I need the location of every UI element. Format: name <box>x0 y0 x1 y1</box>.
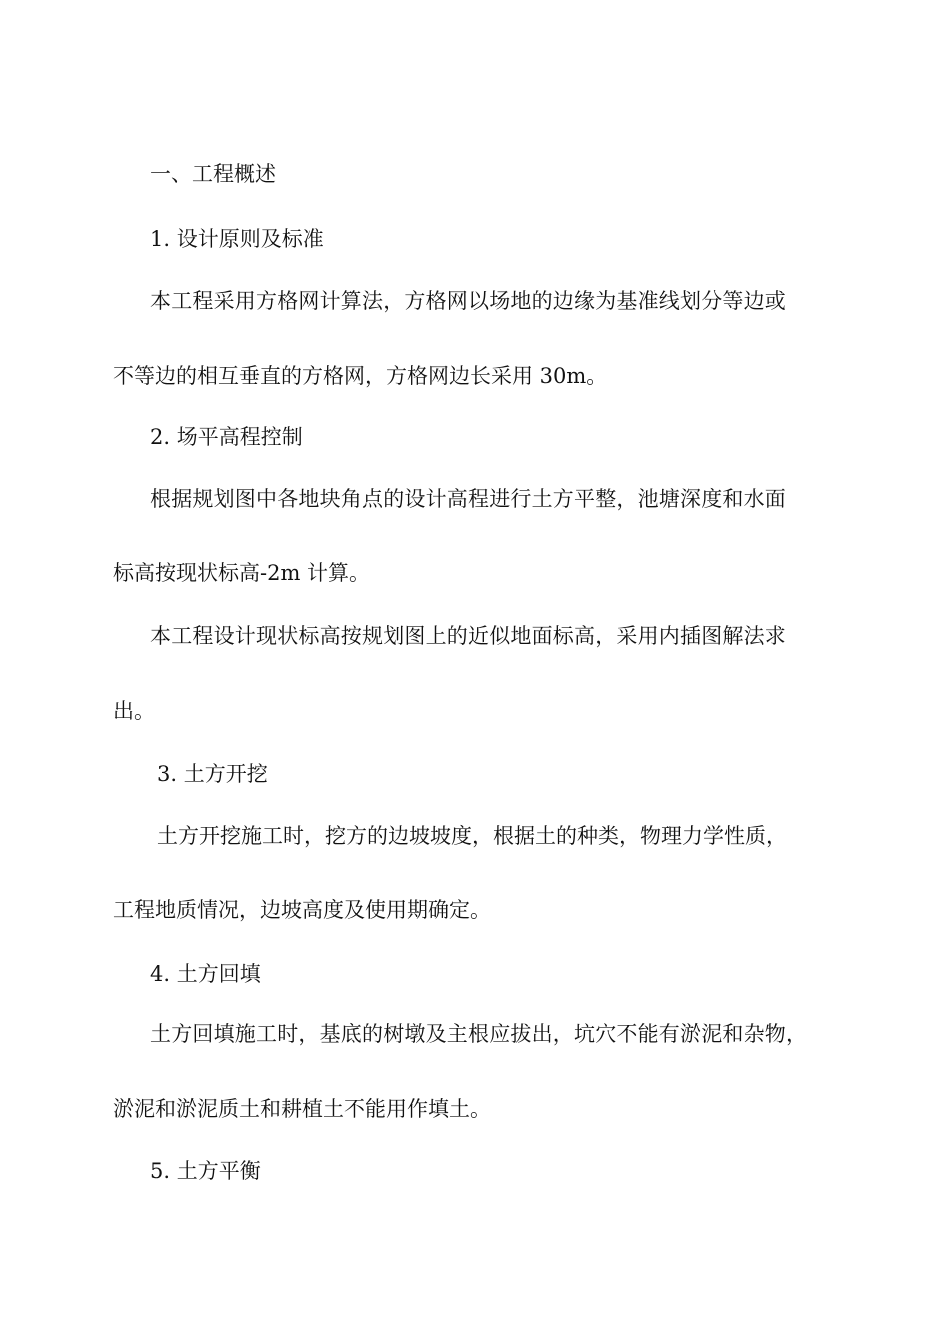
subheading-backfill: 4. 土方回填 <box>150 962 261 986</box>
subheading-elevation-control: 2. 场平高程控制 <box>150 425 303 449</box>
paragraph-line: 根据规划图中各地块角点的设计高程进行土方平整，池塘深度和水面 <box>150 487 786 511</box>
section-heading-overview: 一、工程概述 <box>150 162 276 186</box>
paragraph-line: 出。 <box>113 699 155 723</box>
paragraph-line: 工程地质情况，边坡高度及使用期确定。 <box>113 898 491 922</box>
paragraph-line: 本工程设计现状标高按规划图上的近似地面标高，采用内插图解法求 <box>150 624 786 648</box>
paragraph-line: 不等边的相互垂直的方格网，方格网边长采用 30m。 <box>113 364 608 388</box>
paragraph-line: 土方开挖施工时，挖方的边坡坡度，根据土的种类，物理力学性质， <box>157 824 787 848</box>
paragraph-line: 土方回填施工时，基底的树墩及主根应拔出，坑穴不能有淤泥和杂物， <box>150 1022 808 1046</box>
subheading-excavation: 3. 土方开挖 <box>157 762 268 786</box>
paragraph-line: 标高按现状标高-2m 计算。 <box>113 561 371 585</box>
subheading-design-principles: 1. 设计原则及标准 <box>150 227 324 251</box>
subheading-earthwork-balance: 5. 土方平衡 <box>150 1159 261 1183</box>
paragraph-line: 本工程采用方格网计算法，方格网以场地的边缘为基准线划分等边或 <box>150 289 786 313</box>
paragraph-line: 淤泥和淤泥质土和耕植土不能用作填土。 <box>113 1097 491 1121</box>
